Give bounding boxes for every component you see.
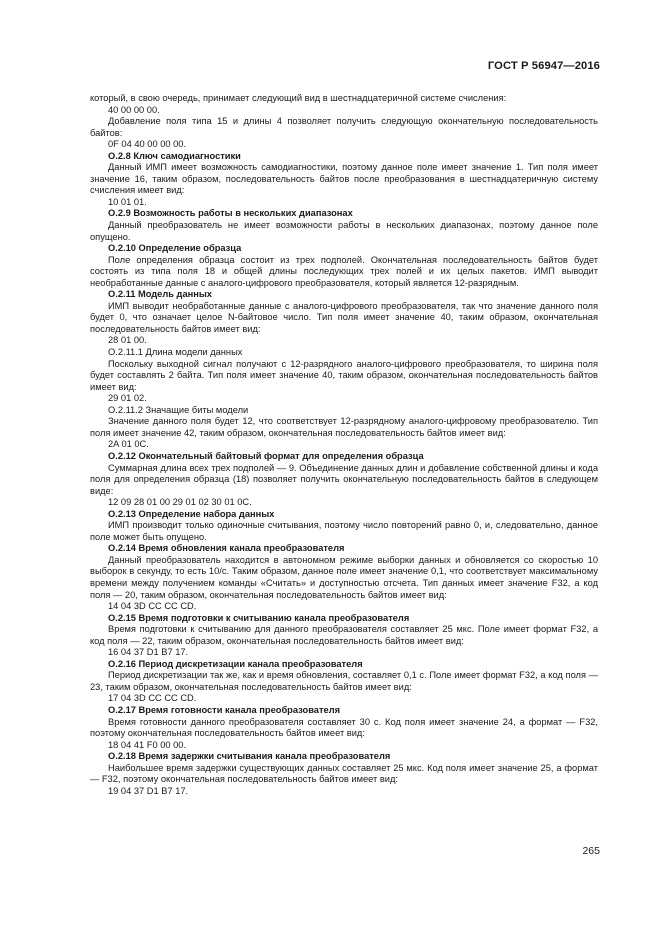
paragraph: Период дискретизации так же, как и время обновления, составляет 0,1 с. Поле имеет формат F32, а код поля — 23, таким образом, окончательная последовательность байтов имеет вид: [90, 670, 598, 692]
section-heading: О.2.8 Ключ самодиагностики [108, 150, 241, 161]
byte-sequence: 10 01 01. [108, 196, 147, 207]
byte-sequence: 28 01 00. [108, 335, 147, 346]
paragraph: Поскольку выходной сигнал получают с 12-разрядного аналого-цифрового преобразователя, то ширина поля будет составлять 2 байта. Тип поля имеет значение 40, таким образом, окончательная последовательность байтов имеет вид: [90, 358, 598, 392]
section-heading: О.2.16 Период дискретизации канала преобразователя [108, 658, 363, 669]
section-heading: О.2.18 Время задержки считывания канала преобразователя [108, 751, 391, 762]
section-heading: О.2.13 Определение набора данных [108, 508, 275, 519]
byte-sequence: 18 04 41 F0 00 00. [108, 739, 187, 750]
paragraph: Суммарная длина всех трех подполей — 9. Объединение данных длин и добавление собственной длины и кода поля для определения образца (18) позволяет получить окончательную последовательность байтов в следующем виде: [90, 462, 598, 496]
paragraph: Данный преобразователь не имеет возможности работы в нескольких диапазонах, поэтому данное поле опущено. [90, 220, 598, 242]
paragraph-continuation: который, в свою очередь, принимает следующий вид в шестнадцатеричной системе счисления: [90, 93, 507, 103]
section-heading: О.2.10 Определение образца [108, 243, 242, 254]
byte-sequence: 12 09 28 01 00 29 01 02 30 01 0C. [108, 497, 252, 508]
document-header-code: ГОСТ Р 56947—2016 [487, 60, 600, 72]
section-heading: О.2.12 Окончательный байтовый формат для определения образца [108, 450, 424, 461]
subsection-heading: О.2.11.2 Значащие биты модели [108, 404, 249, 415]
paragraph: Значение данного поля будет 12, что соответствует 12-разрядному аналого-цифровому преобразователю. Тип поля имеет значение 42, таким образом, окончательная последовательность байтов имеет вид: [90, 416, 598, 438]
byte-sequence: 0F 04 40 00 00 00. [108, 139, 187, 150]
subsection-heading: О.2.11.1 Длина модели данных [108, 347, 243, 358]
paragraph: Поле определения образца состоит из трех подполей. Окончательная последовательность байтов будет состоять из типа поля 18 и общей длины последующих трех полей и их целых пакетов. ИМП выводит необработанные данные с аналого-цифрового преобразователя, который является 12-разрядным. [90, 254, 598, 288]
byte-sequence: 2A 01 0C. [108, 439, 149, 450]
paragraph: Наибольшее время задержки существующих данных составляет 25 мкс. Код поля имеет значение 25, а формат — F32, поэтому окончательная последовательность байтов имеет вид: [90, 762, 598, 785]
paragraph: Данный преобразователь находится в автономном режиме выборки данных и обновляется со скоростью 10 выборок в секунду, то есть 10/с. Таким образом, данное поле имеет значение 0,1, что соответствует максимальному времени между получением команды «Считать» и доступностью отсчета. Тип данных имеет значение F32, а код поля — 20, таким образом, окончательная последовательность байтов имеет вид: [90, 554, 598, 600]
paragraph: Данный ИМП имеет возможность самодиагностики, поэтому данное поле имеет значение 1. Тип поля имеет значение 16, таким образом, последовательность байтов после преобразования в шестнадцатеричную систему счисления имеет вид: [90, 162, 598, 196]
document-body [90, 93, 598, 797]
page-number: 265 [582, 845, 600, 857]
byte-sequence: 14 04 3D CC CC CD. [108, 601, 197, 612]
paragraph: Время готовности данного преобразователя составляет 30 с. Код поля имеет значение 24, а формат — F32, поэтому окончательная последовательность байтов имеет вид: [90, 716, 598, 739]
paragraph: Добавление поля типа 15 и длины 4 позволяет получить следующую окончательную последовательность байтов: [90, 116, 598, 138]
byte-sequence: 19 04 37 D1 B7 17. [108, 785, 189, 796]
paragraph: ИМП производит только одиночные считывания, поэтому число повторений равно 0, и, следовательно, данное поле может быть опущено. [90, 520, 598, 542]
section-heading: О.2.11 Модель данных [108, 289, 212, 300]
section-heading: О.2.15 Время подготовки к считыванию канала преобразователя [108, 612, 410, 623]
paragraph: Время подготовки к считыванию для данного преобразователя составляет 25 мкс. Поле имеет формат F32, а код поля — 22, таким образом, окончательная последовательность байтов имеет вид: [90, 624, 598, 646]
section-heading: О.2.9 Возможность работы в нескольких диапазонах [108, 208, 353, 219]
paragraph: ИМП выводит необработанные данные с аналого-цифрового преобразователя, так что значение данного поля будет 0, что означает целое N-байтовое число. Тип поля имеет значение 40, таким образом, окончательная последовательность байтов имеет вид: [90, 300, 598, 334]
section-heading: О.2.17 Время готовности канала преобразователя [108, 704, 341, 715]
byte-sequence: 29 01 02. [108, 393, 147, 404]
byte-sequence: 16 04 37 D1 B7 17. [108, 647, 189, 658]
byte-sequence: 17 04 3D CC CC CD. [108, 693, 197, 704]
section-heading: О.2.14 Время обновления канала преобразователя [108, 543, 345, 554]
byte-sequence: 40 00 00 00. [108, 104, 160, 115]
